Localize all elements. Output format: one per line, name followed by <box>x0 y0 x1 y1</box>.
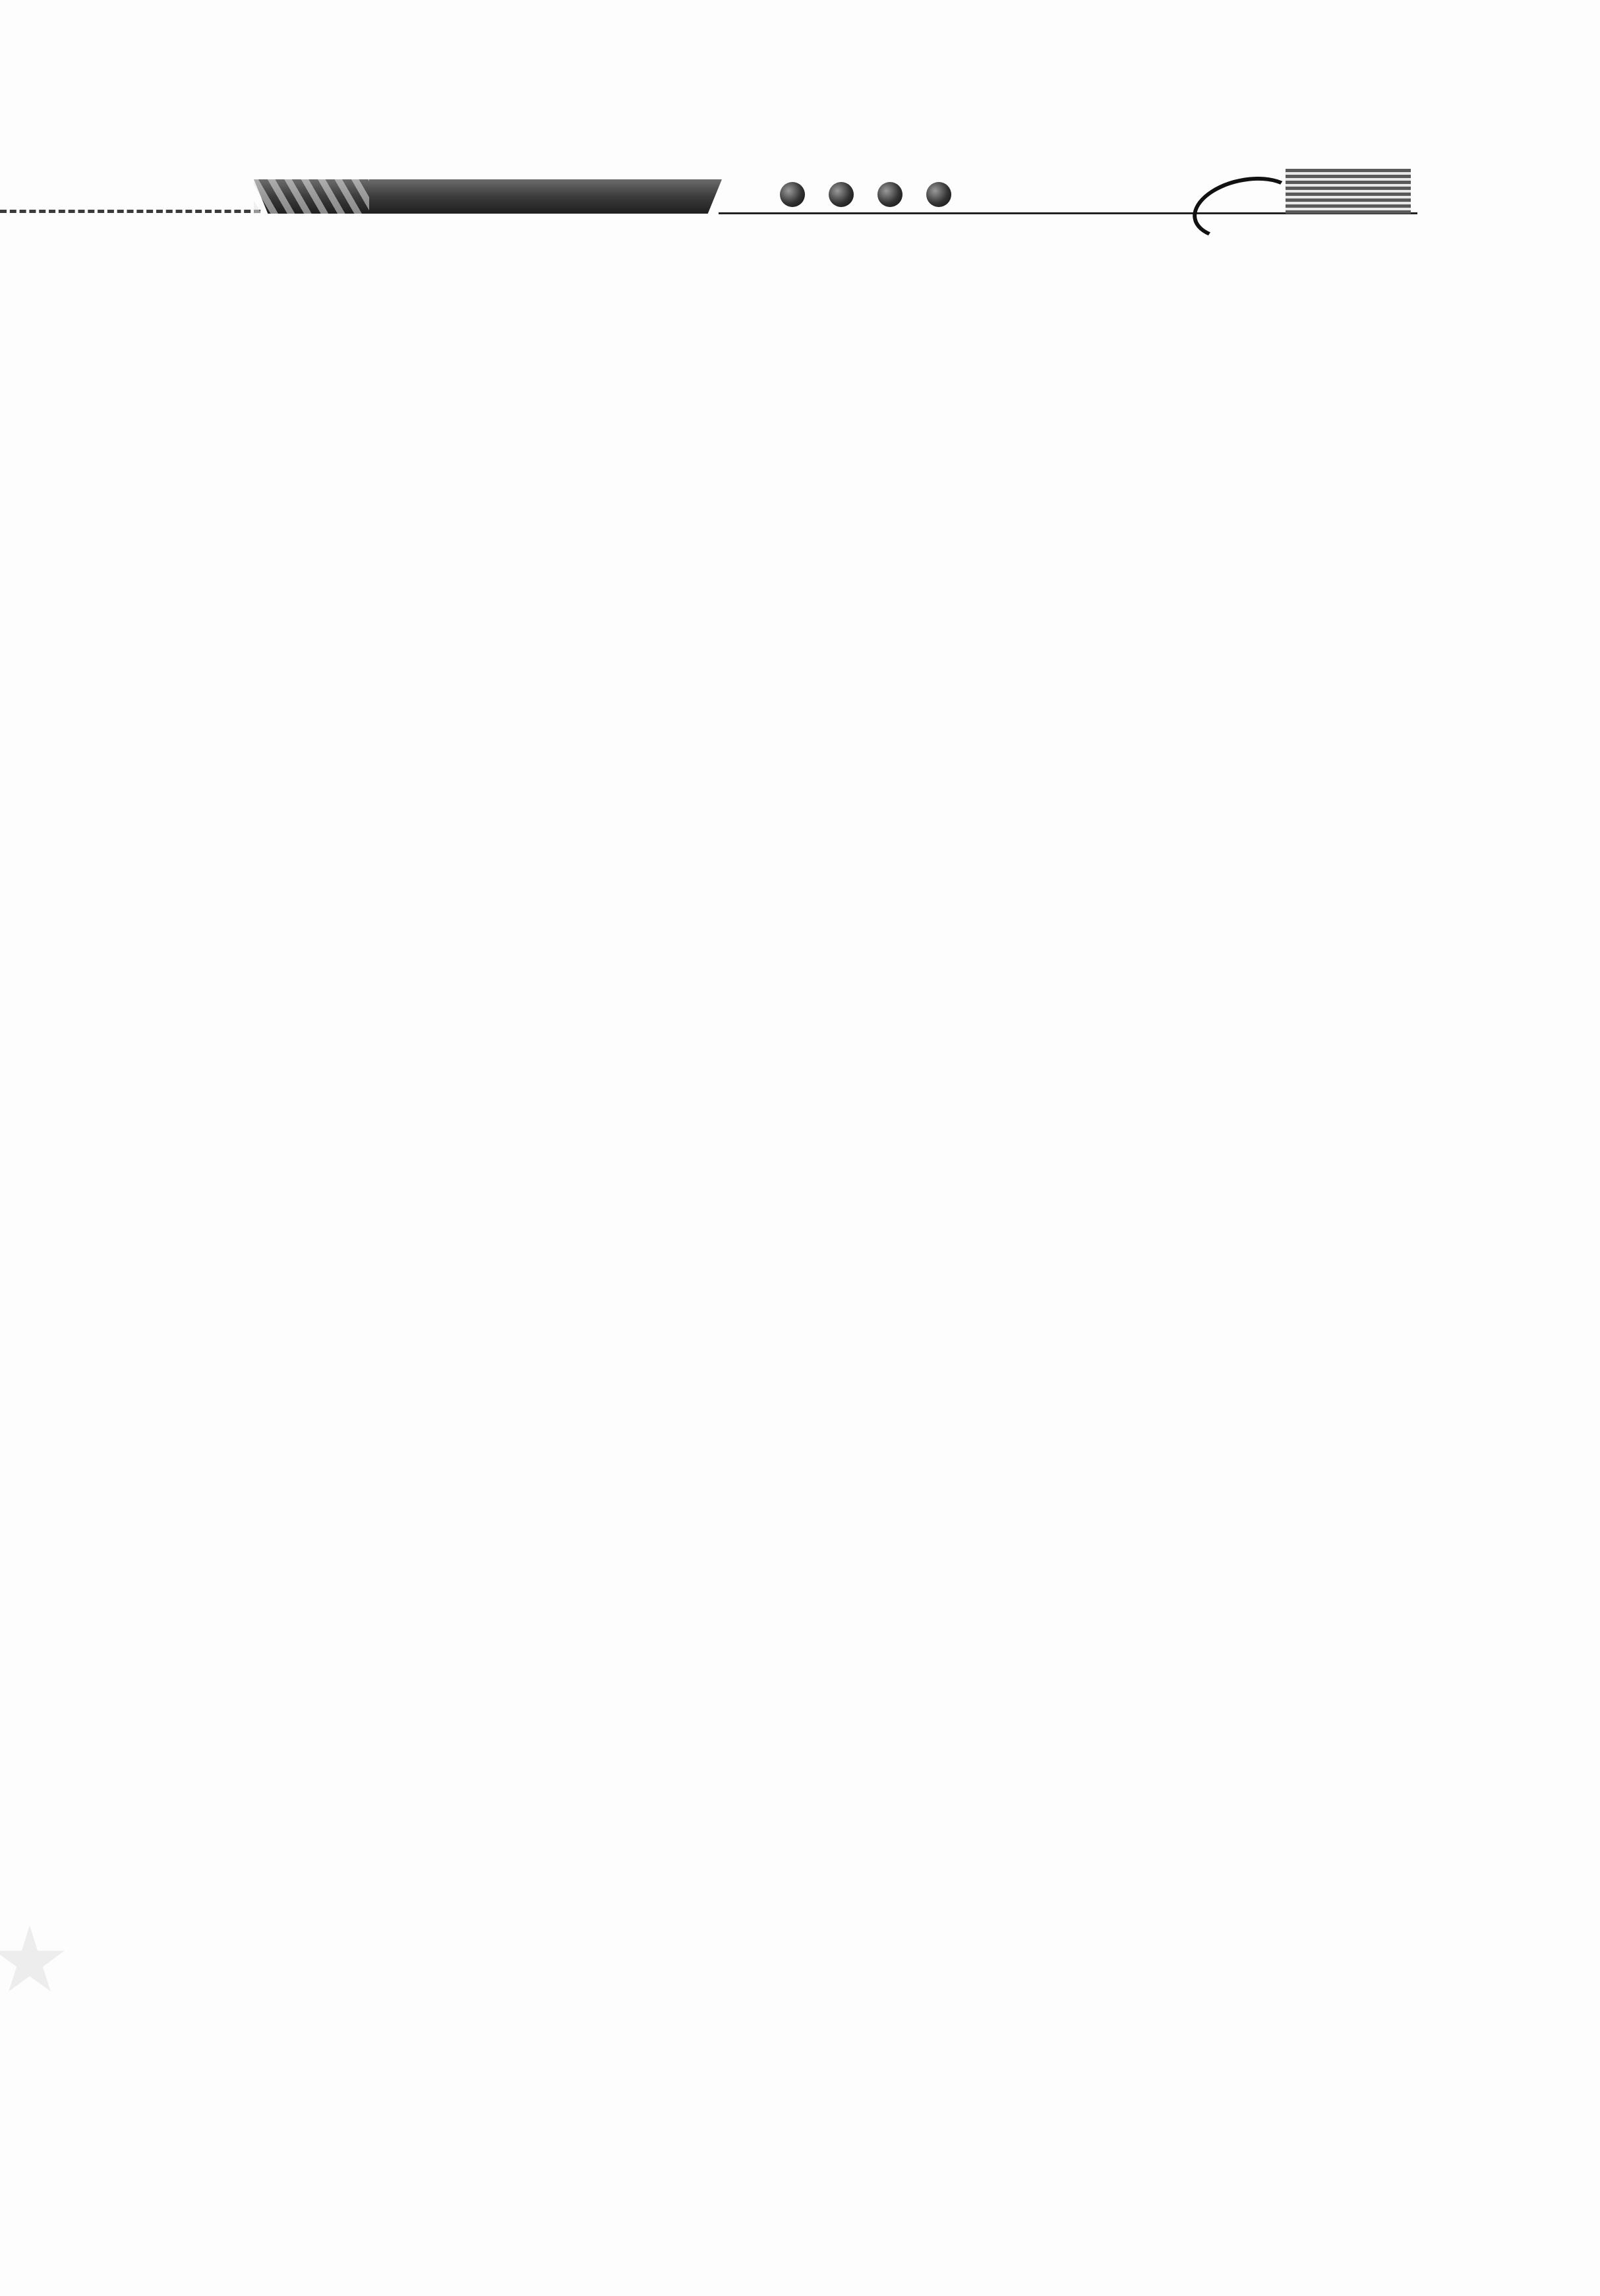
bullet-dot-icon <box>829 182 854 207</box>
bullet-dot-icon <box>926 182 951 207</box>
bullet-dot-icon <box>877 182 903 207</box>
brand-name <box>972 167 976 208</box>
header-dashed-rule <box>0 210 260 213</box>
bullet-dot-icon <box>780 182 805 207</box>
page-number-badge <box>0 1925 66 1998</box>
logo-bars <box>1286 169 1411 214</box>
banner-stripes <box>254 179 369 214</box>
header-dots <box>780 182 951 207</box>
star-icon <box>0 1925 66 1998</box>
